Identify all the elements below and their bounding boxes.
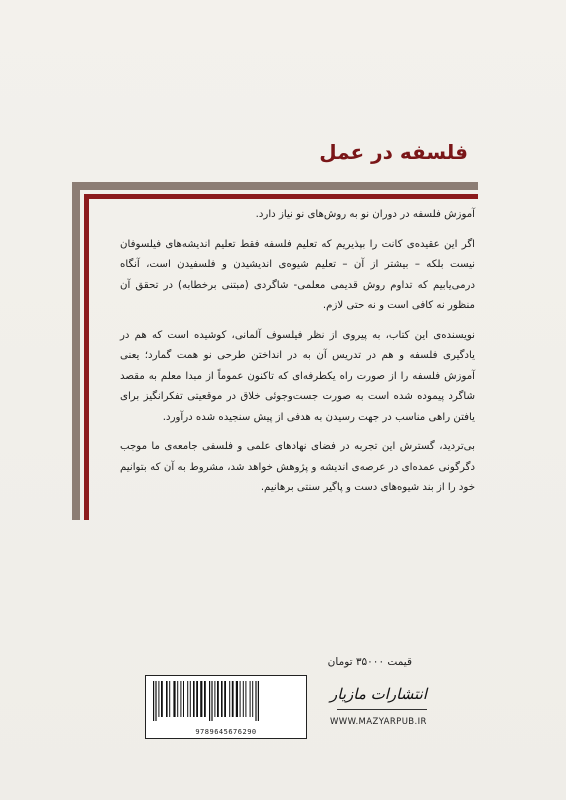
barcode-bar	[193, 681, 195, 717]
barcode-bar	[173, 681, 175, 717]
barcode-bar	[258, 681, 259, 721]
blurb-paragraph-2: اگر این عقیده‌ی کانت را بپذیریم که تعلیم فلسفه فقط تعلیم اندیشه‌های فیلسوفان نیست بلکه – بیشتر از آن – تعلیم شیوه‌ی اندیشیدن و فلسفیدن است، آنگاه درمی‌یابیم که تداوم روش قدیمی معلمی- شاگردی (مبتنی برخطابه) در تحقق آن منظور نه کافی است و نه حتی لازم.	[120, 238, 475, 311]
barcode-bar	[161, 681, 163, 717]
barcode-bar	[190, 681, 191, 717]
barcode-bar	[232, 681, 234, 717]
barcode-bars	[149, 679, 301, 723]
barcode-bar	[245, 681, 246, 717]
publisher-url[interactable]: WWW.MAZYARPUB.IR	[330, 717, 427, 727]
frame-grey-top-bar	[72, 182, 478, 190]
blurb-text	[120, 205, 475, 508]
barcode-bar	[209, 681, 210, 721]
barcode-bar	[180, 681, 181, 717]
barcode-bar	[196, 681, 198, 717]
barcode-bar	[221, 681, 223, 717]
barcode-bar	[187, 681, 188, 717]
barcode-bar	[252, 681, 253, 717]
book-title: فلسفه در عمل	[319, 140, 468, 164]
barcode-bar	[236, 681, 238, 717]
barcode-bar	[229, 681, 230, 717]
barcode-bar	[155, 681, 156, 721]
barcode-bar	[153, 681, 154, 721]
price-label: قیمت ۳۵۰۰۰ تومان	[327, 656, 412, 668]
publisher-name: انتشارات مازیار	[330, 685, 427, 703]
publisher-underline	[337, 709, 427, 710]
barcode-bar	[243, 681, 244, 717]
barcode-bar	[214, 681, 215, 717]
barcode-bar	[217, 681, 219, 717]
barcode-bar	[211, 681, 212, 721]
barcode-bar	[224, 681, 226, 717]
frame-red-top-bar	[84, 194, 478, 199]
barcode-bar	[200, 681, 202, 717]
barcode	[145, 675, 307, 739]
publisher-logo	[330, 685, 427, 713]
blurb-paragraph-4: بی‌تردید، گسترش این تجربه در فضای نهادهای علمی و فلسفی جامعه‌ی ما موجب دگرگونی عمده‌ای در عرصه‌ی اندیشه و پژوهش خواهد شد، مشروط به آن که بتوانیم خود را از بند شیوه‌های دست و پاگیر سنتی برهانیم.	[120, 441, 475, 493]
blurb-paragraph-3: نویسنده‌ی این کتاب، به پیروی از نظر فیلسوف آلمانی، کوشیده است که هم در یادگیری فلسفه و هم در تدریس آن به در انداختن طرحی نو همت گمارد؛ یعنی آموزش فلسفه را از صورت راه یکطرفه‌ای که تاکنون عموماً از مبدا معلم به مقصد شاگرد پیموده شده است به صورت جست‌وجوئی خلاق در موقعیتی تفکرانگیز برای یافتن راهی مناسب در جهت رسیدن به هدفی از پیش سنجیده شده درآورد.	[120, 329, 475, 423]
frame-red-left-bar	[84, 194, 89, 520]
barcode-bar	[204, 681, 206, 717]
barcode-bar	[166, 681, 168, 717]
isbn-number: 9789645676290	[195, 728, 257, 736]
barcode-bar	[250, 681, 251, 717]
barcode-bar	[158, 681, 159, 717]
barcode-bar	[240, 681, 241, 717]
barcode-bar	[255, 681, 256, 721]
barcode-bar	[177, 681, 178, 717]
barcode-bar	[169, 681, 170, 717]
barcode-bar	[183, 681, 184, 717]
frame-grey-left-bar	[72, 182, 80, 520]
blurb-paragraph-1: آموزش فلسفه در دوران نو به روش‌های نو نیاز دارد.	[255, 209, 475, 220]
